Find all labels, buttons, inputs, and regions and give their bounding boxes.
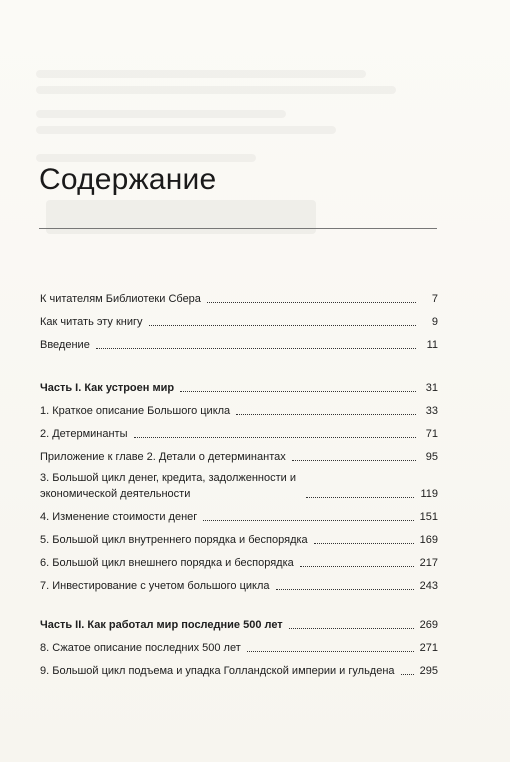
title-divider (39, 228, 437, 229)
toc-entry-title: 5. Большой цикл внутреннего порядка и беспорядка (40, 534, 308, 546)
toc-entry-page: 9 (431, 316, 438, 328)
dot-leader (247, 651, 414, 652)
toc-entry-title: Часть I. Как устроен мир (40, 382, 175, 394)
toc-entry-title: 9. Большой цикл подъема и упадка Голландской империи и гульдена (40, 665, 395, 677)
dot-leader (149, 325, 416, 326)
toc-entry (40, 633, 438, 656)
page-title: Содержание (39, 163, 217, 196)
toc-entry-title: 3. Большой цикл денег, кредита, задолженности и экономической деятельности (40, 472, 296, 500)
toc-entry-title: Часть II. Как работал мир последние 500 лет (40, 619, 283, 631)
dot-leader (236, 414, 416, 415)
toc-entry-title: 6. Большой цикл внешнего порядка и беспорядка (40, 557, 294, 569)
dot-leader (207, 302, 416, 303)
dot-leader (292, 460, 416, 461)
reverse-side-bleed-through (36, 28, 456, 258)
dot-leader (203, 520, 413, 521)
toc-entry-page: 243 (419, 580, 438, 592)
toc-entry-title: 2. Детерминанты (40, 428, 128, 440)
table-of-contents (40, 284, 438, 679)
toc-entry (40, 548, 438, 571)
dot-leader (401, 674, 414, 675)
toc-entry-page: 269 (419, 619, 438, 631)
toc-entry-page: 71 (425, 428, 438, 440)
toc-entry-page: 169 (419, 534, 438, 546)
toc-entry-title: 7. Инвестирование с учетом большого цикла (40, 580, 270, 592)
toc-entry-page: 7 (431, 293, 438, 305)
toc-entry-title: Как читать эту книгу (40, 316, 143, 328)
toc-entry-title: Введение (40, 339, 90, 351)
toc-entry-title: Приложение к главе 2. Детали о детерминантах (40, 451, 286, 463)
dot-leader (180, 391, 416, 392)
toc-entry (40, 525, 438, 548)
dot-leader (300, 566, 414, 567)
dot-leader (314, 543, 414, 544)
toc-entry (40, 419, 438, 442)
toc-entry-page: 119 (420, 488, 438, 500)
dot-leader (306, 497, 414, 498)
toc-entry (40, 442, 438, 465)
toc-entry-page: 271 (419, 642, 438, 654)
toc-entry-page: 151 (419, 511, 438, 523)
toc-entry (40, 396, 438, 419)
toc-entry-title: 8. Сжатое описание последних 500 лет (40, 642, 241, 654)
toc-entry (40, 656, 438, 679)
toc-entry-page: 95 (425, 451, 438, 463)
toc-part-heading (40, 373, 438, 396)
toc-entry (40, 330, 438, 353)
toc-entry-page: 295 (419, 665, 438, 677)
toc-entry-page: 11 (426, 339, 438, 351)
toc-entry-title: 1. Краткое описание Большого цикла (40, 405, 231, 417)
toc-entry-title: К читателям Библиотеки Сбера (40, 293, 201, 305)
toc-entry (40, 571, 438, 594)
toc-entry-page: 33 (425, 405, 438, 417)
dot-leader (289, 628, 414, 629)
toc-entry (40, 284, 438, 307)
dot-leader (134, 437, 416, 438)
dot-leader (276, 589, 414, 590)
toc-part-heading (40, 610, 438, 633)
toc-entry (40, 502, 438, 525)
dot-leader (96, 348, 416, 349)
toc-entry-title: 4. Изменение стоимости денег (40, 511, 198, 523)
toc-entry-page: 31 (425, 382, 438, 394)
toc-entry (40, 307, 438, 330)
toc-entry (40, 465, 438, 502)
toc-entry-page: 217 (419, 557, 438, 569)
